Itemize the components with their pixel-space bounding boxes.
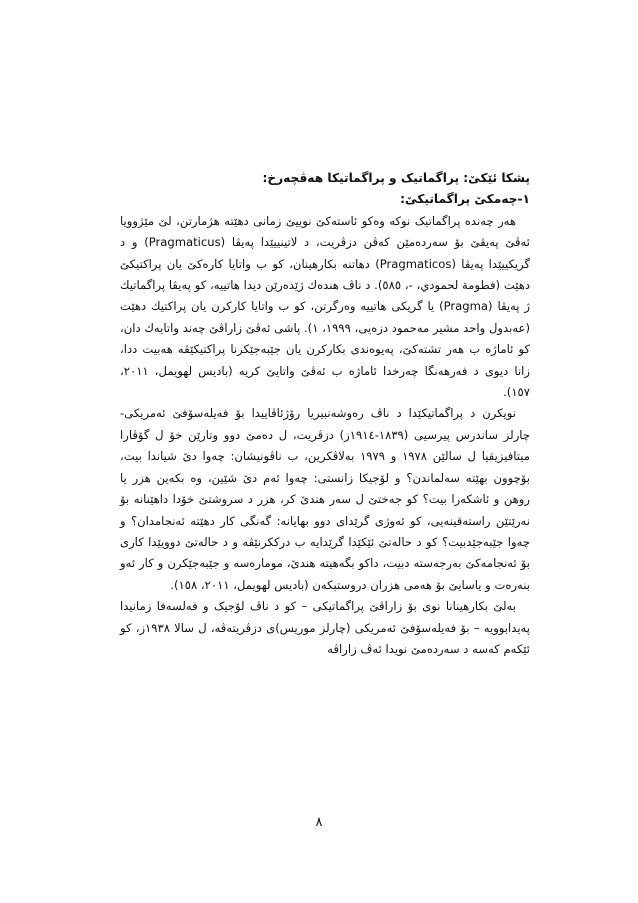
- paragraph-3: بەلێ بکارهینانا نوی بۆ زاراڤێ پراگماتیکی – کو د ناڤ لۆجیک و فەلسەفا زمانیدا پەیدابوویە – بۆ فەیلەسۆفێ ئەمریکی (چارلز موریس)ی دزڤریتەڤە، ل سالا ١٩٣٨ز، کو ئێکەم کەسە د سەردەمێ نویدا ئەڤ زاراڤە: [120, 599, 530, 656]
- page-number: ٨: [315, 815, 323, 830]
- document-body: [120, 168, 530, 660]
- subsection-heading: ١-چەمکێ پراگماتیکێ:: [400, 192, 530, 207]
- paragraph-2: نویکرن د پراگماتیکێدا د ناڤ رەوشەنبیریا رۆژئاڤاییدا بۆ فەیلەسۆفێ ئەمریکی- چارلز ساندرس پیرسیی (١٨٣٩-١٩١٤ز) دزڤریت، ل دەمێ دوو وتارێن خۆ ل گۆڤارا میتافیزیقیا ل سالێن ١٩٧٨ و ١٩٧٩ بەلاڤکرین، ب ناڤونیشان: چەوا دێ شیاندا بیت، بۆچوون بهێتە سەلماندن؟ و لۆجیکا زانستی: چەوا ئەم دێ شێین، وە بکەین هزر یا روهن و ئاشکەرا بیت؟ کو جەختێ ل سەر هندێ کر، هزر د سروشتێ خۆدا داهێنانە بۆ نەرێتێن راستەقینەیی، کو ئەوژی گرێدای دوو بهایانە: گەنگی کار دهێتە ئەنجامدان؟ و چەوا جێبەجێدبیت؟ کو د حالەتێ ئێکێدا گرێدایە ب درککرنێڤە و د حالەتێ دوویێدا کاری بۆ ئەنجامەکێ بەرجەستە دبیت، داکو بگەهیتە هندێ، مومارەسە و جێبەجێکرن و کار ئەو بنەرەت و یاسایێ بۆ هەمی هزران دروستبکەن (بادیس لهویمل، ٢٠١١، ١٥٨).: [120, 406, 530, 592]
- paragraph-1: هەر چەندە پراگماتیک نوکە وەکو ئاستەکێ نوییێ زمانی دهێتە هژمارتن، لێ مێژوویا ئەڤێ پەیڤێ بۆ سەردەمێن کەڤن دزڤریت، د لاتینییێدا پەیڤا (Pragmaticus) و د گریکییێدا پەیڤا (Pragmaticos) دهاتنە بکارهینان، کو ب واتایا کارەکێ یان پراکتیکێ دهێت (فطومة لحمودي، -، ٥٨٥). د ناڤ هندەك ژێدەرێن دیدا هاتییە، کو پەیڤا پراگماتیك ژ پەیڤا (Pragma) یا گریکی هاتییە وەرگرتن، کو ب واتایا کارکرن یان پراکتیك دهێت (عەبدول واحد مشیر مەحمود دزەیی، ١٩٩٩، ١). پاشی ئەڤێ زاراڤێ چەند واتایەك دان، کو ئاماژە ب هەر تشتەکێ، پەیوەندی بکارکرن یان جێبەجێکرنا پراکتیکێڤە هەبیت ددا، زانا دیوی د فەرهەنگا چەرخدا ئاماژە ب ئەڤێ واتایێ کریە (بادیس لهویمل، ٢٠١١، ١٥٧).: [120, 213, 531, 400]
- section-heading: پشکا ئێکێ: پراگماتیک و پراگماتیکا هەڤچەرخ:: [262, 171, 530, 185]
